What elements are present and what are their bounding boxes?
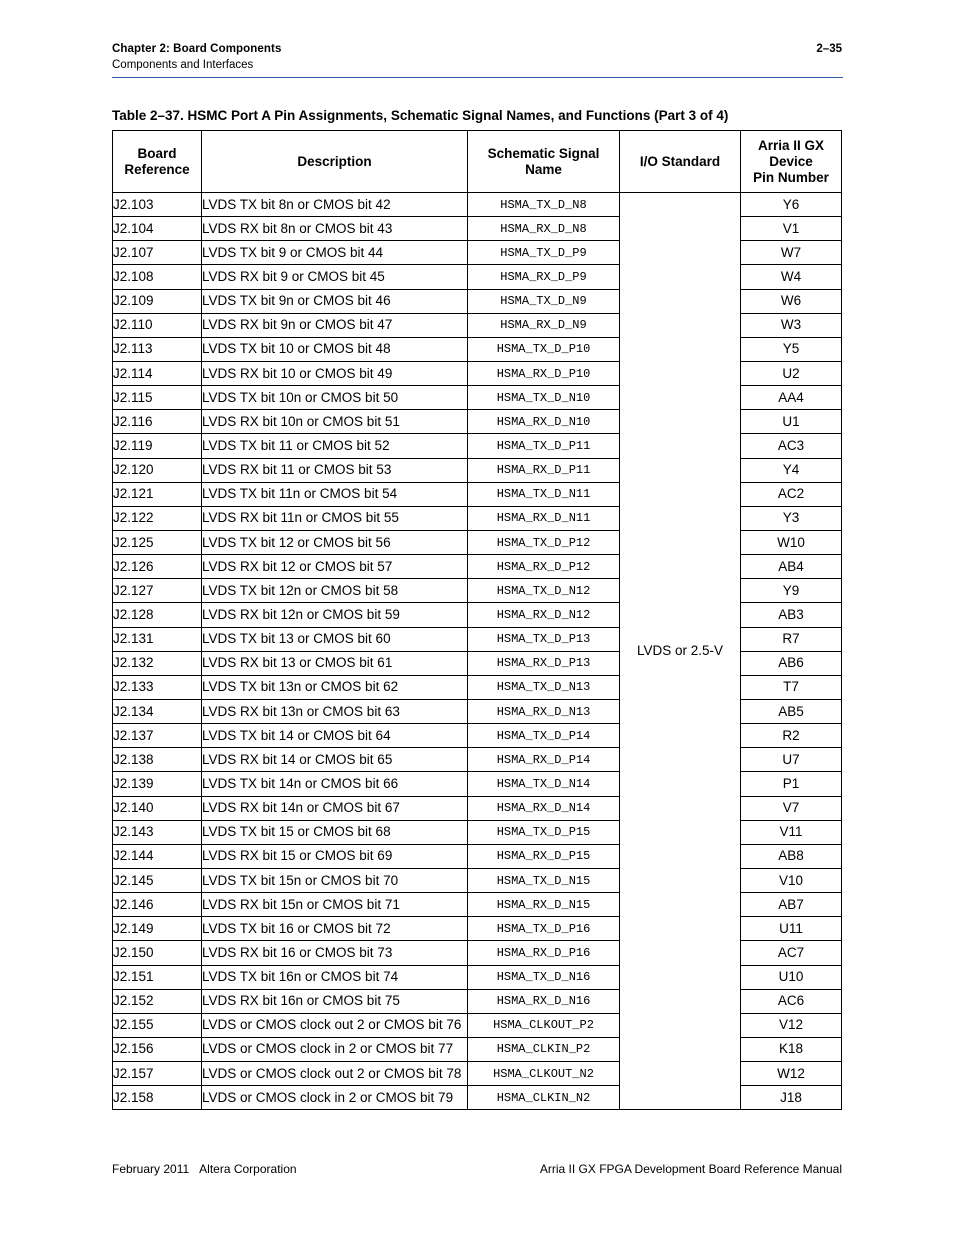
board-reference-cell: J2.116 [113,410,202,434]
schematic-signal-cell: HSMA_TX_D_P9 [468,241,620,265]
pin-number-cell: W6 [741,289,842,313]
description-cell: LVDS TX bit 14n or CMOS bit 66 [202,772,468,796]
board-reference-cell: J2.114 [113,361,202,385]
board-reference-cell: J2.149 [113,917,202,941]
pin-number-cell: AA4 [741,386,842,410]
description-cell: LVDS or CMOS clock in 2 or CMOS bit 79 [202,1086,468,1110]
schematic-signal-cell: HSMA_RX_D_P16 [468,941,620,965]
board-reference-cell: J2.156 [113,1037,202,1061]
description-cell: LVDS RX bit 15n or CMOS bit 71 [202,893,468,917]
schematic-signal-cell: HSMA_TX_D_N10 [468,386,620,410]
header-line: Pin Number [753,169,829,185]
io-standard-cell: LVDS or 2.5-V [620,193,741,1110]
description-cell: LVDS or CMOS clock out 2 or CMOS bit 76 [202,1013,468,1037]
pin-number-cell: V12 [741,1013,842,1037]
board-reference-cell: J2.113 [113,337,202,361]
description-cell: LVDS TX bit 9 or CMOS bit 44 [202,241,468,265]
pin-number-cell: W3 [741,313,842,337]
board-reference-cell: J2.126 [113,555,202,579]
board-reference-cell: J2.104 [113,217,202,241]
description-cell: LVDS TX bit 13 or CMOS bit 60 [202,627,468,651]
pin-number-cell: AB4 [741,555,842,579]
description-cell: LVDS TX bit 16 or CMOS bit 72 [202,917,468,941]
column-header-io-standard [620,131,741,193]
pin-assignment-table [112,130,842,1110]
description-cell: LVDS TX bit 10n or CMOS bit 50 [202,386,468,410]
board-reference-cell: J2.157 [113,1062,202,1086]
running-header-chapter: Chapter 2: Board Components [112,43,282,55]
board-reference-cell: J2.144 [113,844,202,868]
description-cell: LVDS RX bit 12n or CMOS bit 59 [202,603,468,627]
pin-number-cell: Y5 [741,337,842,361]
schematic-signal-cell: HSMA_TX_D_P13 [468,627,620,651]
board-reference-cell: J2.127 [113,579,202,603]
running-header-section: Components and Interfaces [112,59,254,71]
column-header-schematic-signal [468,131,620,193]
board-reference-cell: J2.158 [113,1086,202,1110]
board-reference-cell: J2.145 [113,868,202,892]
board-reference-cell: J2.155 [113,1013,202,1037]
header-rule [112,77,843,78]
description-cell: LVDS RX bit 16 or CMOS bit 73 [202,941,468,965]
description-cell: LVDS TX bit 12n or CMOS bit 58 [202,579,468,603]
schematic-signal-cell: HSMA_TX_D_P15 [468,820,620,844]
description-cell: LVDS RX bit 13n or CMOS bit 63 [202,699,468,723]
pin-number-cell: V7 [741,796,842,820]
pin-number-cell: U2 [741,361,842,385]
board-reference-cell: J2.133 [113,675,202,699]
pin-number-cell: U11 [741,917,842,941]
schematic-signal-cell: HSMA_TX_D_N14 [468,772,620,796]
pin-number-cell: AB7 [741,893,842,917]
pin-number-cell: Y4 [741,458,842,482]
schematic-signal-cell: HSMA_CLKIN_N2 [468,1086,620,1110]
description-cell: LVDS RX bit 13 or CMOS bit 61 [202,651,468,675]
description-cell: LVDS TX bit 11 or CMOS bit 52 [202,434,468,458]
footer-left [112,1162,297,1176]
description-cell: LVDS TX bit 8n or CMOS bit 42 [202,193,468,217]
board-reference-cell: J2.151 [113,965,202,989]
pin-number-cell: AB5 [741,699,842,723]
board-reference-cell: J2.143 [113,820,202,844]
schematic-signal-cell: HSMA_RX_D_P11 [468,458,620,482]
header-line: Device [769,153,813,169]
description-cell: LVDS RX bit 11n or CMOS bit 55 [202,506,468,530]
schematic-signal-cell: HSMA_TX_D_P12 [468,530,620,554]
schematic-signal-cell: HSMA_RX_D_N8 [468,217,620,241]
pin-number-cell: U7 [741,748,842,772]
description-cell: LVDS or CMOS clock in 2 or CMOS bit 77 [202,1037,468,1061]
schematic-signal-cell: HSMA_RX_D_P14 [468,748,620,772]
description-cell: LVDS TX bit 10 or CMOS bit 48 [202,337,468,361]
pin-number-cell: J18 [741,1086,842,1110]
board-reference-cell: J2.125 [113,530,202,554]
board-reference-cell: J2.108 [113,265,202,289]
header-line: I/O Standard [639,153,721,169]
board-reference-cell: J2.140 [113,796,202,820]
pin-number-cell: P1 [741,772,842,796]
schematic-signal-cell: HSMA_TX_D_P14 [468,724,620,748]
schematic-signal-cell: HSMA_CLKOUT_P2 [468,1013,620,1037]
schematic-signal-cell: HSMA_RX_D_N16 [468,989,620,1013]
description-cell: LVDS TX bit 16n or CMOS bit 74 [202,965,468,989]
header-line: Description [297,153,372,169]
schematic-signal-cell: HSMA_RX_D_P15 [468,844,620,868]
pin-number-cell: W12 [741,1062,842,1086]
description-cell: LVDS TX bit 12 or CMOS bit 56 [202,530,468,554]
description-cell: LVDS TX bit 9n or CMOS bit 46 [202,289,468,313]
footer-date: February 2011 [112,1162,190,1176]
board-reference-cell: J2.134 [113,699,202,723]
schematic-signal-cell: HSMA_TX_D_P11 [468,434,620,458]
pin-number-cell: AC7 [741,941,842,965]
schematic-signal-cell: HSMA_RX_D_N14 [468,796,620,820]
header-line: Name [525,161,562,177]
schematic-signal-cell: HSMA_TX_D_N12 [468,579,620,603]
header-line: Board [137,145,177,161]
pin-number-cell: W10 [741,530,842,554]
description-cell: LVDS RX bit 11 or CMOS bit 53 [202,458,468,482]
description-cell: LVDS RX bit 10n or CMOS bit 51 [202,410,468,434]
table-row [113,193,842,217]
board-reference-cell: J2.137 [113,724,202,748]
schematic-signal-cell: HSMA_RX_D_N13 [468,699,620,723]
board-reference-cell: J2.150 [113,941,202,965]
description-cell: LVDS RX bit 14 or CMOS bit 65 [202,748,468,772]
description-cell: LVDS TX bit 13n or CMOS bit 62 [202,675,468,699]
header-line: Reference [124,161,190,177]
pin-number-cell: U10 [741,965,842,989]
table-header-row [113,131,842,193]
board-reference-cell: J2.131 [113,627,202,651]
board-reference-cell: J2.119 [113,434,202,458]
board-reference-cell: J2.146 [113,893,202,917]
description-cell: LVDS RX bit 9n or CMOS bit 47 [202,313,468,337]
board-reference-cell: J2.132 [113,651,202,675]
schematic-signal-cell: HSMA_TX_D_P16 [468,917,620,941]
description-cell: LVDS or CMOS clock out 2 or CMOS bit 78 [202,1062,468,1086]
board-reference-cell: J2.115 [113,386,202,410]
pin-number-cell: R7 [741,627,842,651]
pin-number-cell: Y6 [741,193,842,217]
pin-number-cell: T7 [741,675,842,699]
page-number: 2–35 [816,43,842,55]
pin-number-cell: AB3 [741,603,842,627]
schematic-signal-cell: HSMA_RX_D_P10 [468,361,620,385]
description-cell: LVDS TX bit 15n or CMOS bit 70 [202,868,468,892]
schematic-signal-cell: HSMA_CLKOUT_N2 [468,1062,620,1086]
header-line: Arria II GX [757,137,825,153]
schematic-signal-cell: HSMA_TX_D_P10 [468,337,620,361]
pin-number-cell: R2 [741,724,842,748]
description-cell: LVDS TX bit 15 or CMOS bit 68 [202,820,468,844]
schematic-signal-cell: HSMA_TX_D_N9 [468,289,620,313]
schematic-signal-cell: HSMA_TX_D_N15 [468,868,620,892]
footer-manual-title: Arria II GX FPGA Development Board Reference Manual [539,1162,842,1176]
pin-number-cell: V10 [741,868,842,892]
pin-number-cell: Y9 [741,579,842,603]
schematic-signal-cell: HSMA_CLKIN_P2 [468,1037,620,1061]
footer-company: Altera Corporation [199,1162,297,1176]
description-cell: LVDS RX bit 16n or CMOS bit 75 [202,989,468,1013]
description-cell: LVDS RX bit 12 or CMOS bit 57 [202,555,468,579]
schematic-signal-cell: HSMA_RX_D_N10 [468,410,620,434]
pin-number-cell: AC6 [741,989,842,1013]
schematic-signal-cell: HSMA_TX_D_N13 [468,675,620,699]
board-reference-cell: J2.121 [113,482,202,506]
pin-number-cell: AC3 [741,434,842,458]
column-header-pin-number [741,131,842,193]
pin-number-cell: W7 [741,241,842,265]
board-reference-cell: J2.122 [113,506,202,530]
pin-number-cell: W4 [741,265,842,289]
header-line: Schematic Signal [487,145,600,161]
description-cell: LVDS RX bit 14n or CMOS bit 67 [202,796,468,820]
table-body [113,193,842,1110]
description-cell: LVDS RX bit 15 or CMOS bit 69 [202,844,468,868]
board-reference-cell: J2.107 [113,241,202,265]
board-reference-cell: J2.138 [113,748,202,772]
schematic-signal-cell: HSMA_RX_D_N15 [468,893,620,917]
description-cell: LVDS TX bit 14 or CMOS bit 64 [202,724,468,748]
pin-number-cell: V11 [741,820,842,844]
schematic-signal-cell: HSMA_TX_D_N16 [468,965,620,989]
schematic-signal-cell: HSMA_RX_D_N12 [468,603,620,627]
schematic-signal-cell: HSMA_TX_D_N11 [468,482,620,506]
board-reference-cell: J2.152 [113,989,202,1013]
description-cell: LVDS TX bit 11n or CMOS bit 54 [202,482,468,506]
pin-number-cell: V1 [741,217,842,241]
schematic-signal-cell: HSMA_RX_D_N11 [468,506,620,530]
schematic-signal-cell: HSMA_RX_D_P13 [468,651,620,675]
schematic-signal-cell: HSMA_RX_D_P12 [468,555,620,579]
schematic-signal-cell: HSMA_TX_D_N8 [468,193,620,217]
pin-number-cell: AC2 [741,482,842,506]
pin-number-cell: U1 [741,410,842,434]
description-cell: LVDS RX bit 9 or CMOS bit 45 [202,265,468,289]
column-header-description [202,131,468,193]
description-cell: LVDS RX bit 10 or CMOS bit 49 [202,361,468,385]
pin-number-cell: Y3 [741,506,842,530]
pin-number-cell: AB8 [741,844,842,868]
schematic-signal-cell: HSMA_RX_D_P9 [468,265,620,289]
board-reference-cell: J2.110 [113,313,202,337]
schematic-signal-cell: HSMA_RX_D_N9 [468,313,620,337]
description-cell: LVDS RX bit 8n or CMOS bit 43 [202,217,468,241]
board-reference-cell: J2.109 [113,289,202,313]
pin-number-cell: K18 [741,1037,842,1061]
table-caption: Table 2–37. HSMC Port A Pin Assignments, Schematic Signal Names, and Functions (Part 3 of 4) [112,108,729,123]
board-reference-cell: J2.139 [113,772,202,796]
column-header-board-reference [113,131,202,193]
pin-number-cell: AB6 [741,651,842,675]
board-reference-cell: J2.103 [113,193,202,217]
board-reference-cell: J2.128 [113,603,202,627]
board-reference-cell: J2.120 [113,458,202,482]
